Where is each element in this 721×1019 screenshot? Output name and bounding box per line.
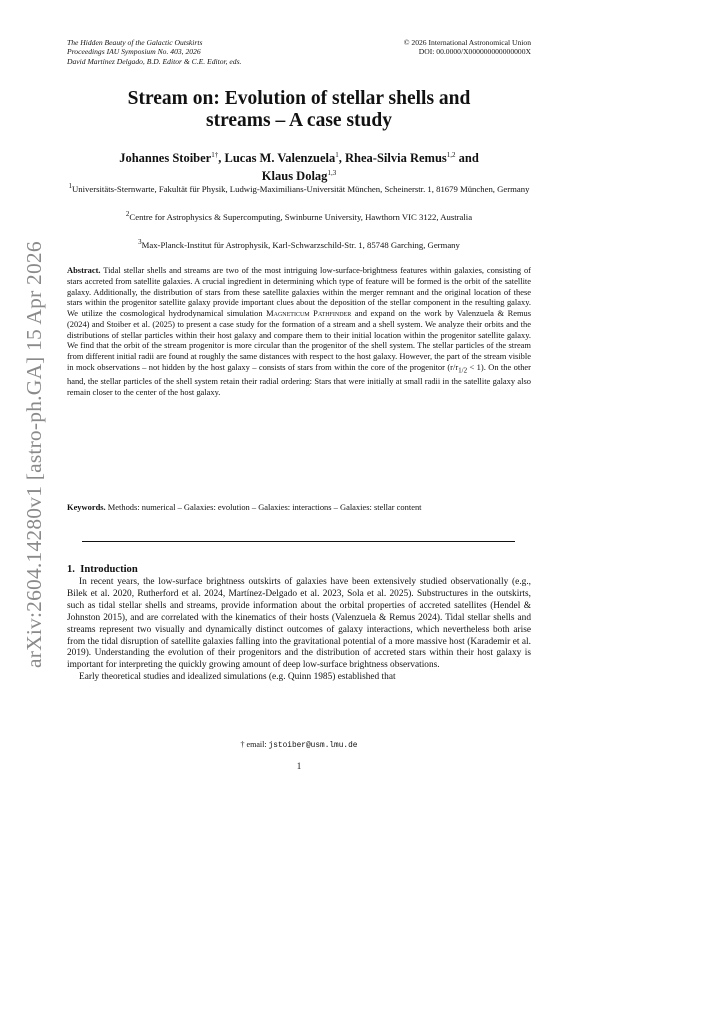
author-separator: , xyxy=(338,151,346,166)
subscript: 1/2 xyxy=(458,366,468,375)
affiliation-mark: 3 xyxy=(138,238,142,246)
affiliation-3 xyxy=(60,237,538,251)
paragraph: Early theoretical studies and idealized simulations (e.g. Quinn 1985) established that xyxy=(79,672,396,683)
footnote-mark: † xyxy=(240,740,245,749)
abstract-text: Tidal stellar shells and streams are two of the most intriguing low-surface-brightness features within galaxies, consisting of stars accreted from satellite galaxies. A crucial ingredient in determining which type of feature will be formed is the orbit of the satellite galaxy. Additionally, the distribution of stars from these satellite galaxies within the merger remnant and the original location of these stars within the progenitor satellite galaxy provide important clues about the deposition of the stellar component in the resulting galaxy. We utilize the cosmological hydrodynamical simulation xyxy=(67,265,531,318)
affiliation-text: Max-Planck-Institut für Astrophysik, Karl-Schwarzschild-Str. 1, 85748 Garching, Germany xyxy=(141,239,460,250)
author-separator: and xyxy=(455,151,479,166)
affiliation-2 xyxy=(60,209,538,223)
header-line: Proceedings IAU Symposium No. 403, 2026 xyxy=(67,47,201,57)
simulation-name: Magneticum Pathfinder xyxy=(266,308,352,318)
abstract-text: < 1). On the other hand, the stellar particles of the shell system retain their radial ordering: Stars that were initially at small radii in the satellite galaxy also remain closer to the center of the host galaxy. xyxy=(67,361,531,397)
keywords xyxy=(67,502,531,513)
author-list xyxy=(60,148,538,183)
paragraph: In recent years, the low-surface brightness outskirts of galaxies have been extensively studied observationally (e.g., Bilek et al. 2020, Rutherford et al. 2024, Martínez-Delgado et al. 2023, Sola et al. 2025). Substructures in the outskirts, such as tidal stellar shells and streams, provide information about the orbital properties of accreted satellites (Hendel & Johnston 2015), and are correlated with the kinematics of their hosts (Valenzuela & Remus 2024). Tidal stellar shells and streams represent two visually and dynamically distinct outcomes of galaxy interactions, which nevertheless both arise from the tidal disruption of satellite galaxies falling into the gravitational potential of a more massive host (Karademir et al. 2019). Understanding the evolution of their progenitors and the distribution of accreted stars within their host galaxy is important for interpreting the quickly growing amount of deep low-surface brightness observations. xyxy=(67,577,531,671)
author-name: Johannes Stoiber xyxy=(119,151,212,166)
abstract-label: Abstract. xyxy=(67,265,101,275)
affiliation-mark: 1 xyxy=(68,182,73,190)
abstract xyxy=(67,265,531,398)
keywords-text: Methods: numerical – Galaxies: evolution – Galaxies: interactions – Galaxies: stellar content xyxy=(107,502,422,512)
author-affil-mark: 1,2 xyxy=(446,151,456,159)
author-footnote-mark: † xyxy=(214,151,219,159)
paper-title xyxy=(60,88,538,132)
author-name: Klaus Dolag xyxy=(261,168,328,183)
section-divider xyxy=(82,541,515,542)
running-header-left xyxy=(67,38,241,66)
author-separator: , xyxy=(218,151,225,166)
keywords-label: Keywords. xyxy=(67,502,106,512)
affiliation-mark: 2 xyxy=(125,210,130,218)
section-number: 1. xyxy=(67,564,75,575)
title-line: streams – A case study xyxy=(206,110,392,131)
author-affil-mark: 1 xyxy=(211,151,215,159)
author-name: Rhea-Silvia Remus xyxy=(345,151,447,166)
header-line: © 2026 International Astronomical Union xyxy=(403,38,531,47)
affiliation-text: Universitäts-Sternwarte, Fakultät für Physik, Ludwig-Maximilians-Universität München, Scheinerstr. 1, 81679 München, Germany xyxy=(72,183,530,194)
email-link[interactable]: jstoiber@usm.lmu.de xyxy=(268,742,358,750)
author-affil-mark: 1 xyxy=(335,151,339,159)
arxiv-identifier: arXiv:2604.14280v1 [astro-ph.GA] 15 Apr 2026 xyxy=(22,241,46,668)
page-number: 1 xyxy=(296,761,302,771)
header-line: David Martínez Delgado, B.D. Editor & C.E. Editor, eds. xyxy=(67,56,242,66)
footnote-label: email: xyxy=(246,740,267,749)
affiliation-text: Centre for Astrophysics & Supercomputing, Swinburne University, Hawthorn VIC 3122, Australia xyxy=(129,211,473,222)
running-header-right xyxy=(404,38,531,57)
title-line: Stream on: Evolution of stellar shells and xyxy=(127,88,471,109)
author-affil-mark: 1,3 xyxy=(327,168,337,177)
header-line: DOI: 00.0000/X000000000000000X xyxy=(418,47,531,57)
author-name: Lucas M. Valenzuela xyxy=(224,151,336,166)
footnote xyxy=(0,740,598,750)
abstract-text: and expand on the work by Valenzuela & Remus (2024) and Stoiber et al. (2025) to present a case study for the formation of a stream and a shell system. We analyze their orbits and the distributions of stellar particles within their host galaxy and compare them to their initial location within the progenitor satellite galaxy. We find that the orbit of the stream progenitor is more circular than the progenitor of the shell system. The stellar particles of the stream from different initial radii are found at roughly the same distances with respect to the host galaxy. However, the part of the stream visible in mock observations – not hidden by the host galaxy – consists of stars from within the core of the progenitor (r/r xyxy=(67,308,532,372)
header-line: The Hidden Beauty of the Galactic Outskirts xyxy=(67,38,203,47)
introduction-body xyxy=(67,577,531,684)
section-heading xyxy=(67,564,138,575)
section-title: Introduction xyxy=(80,564,138,575)
affiliation-1 xyxy=(60,181,538,195)
